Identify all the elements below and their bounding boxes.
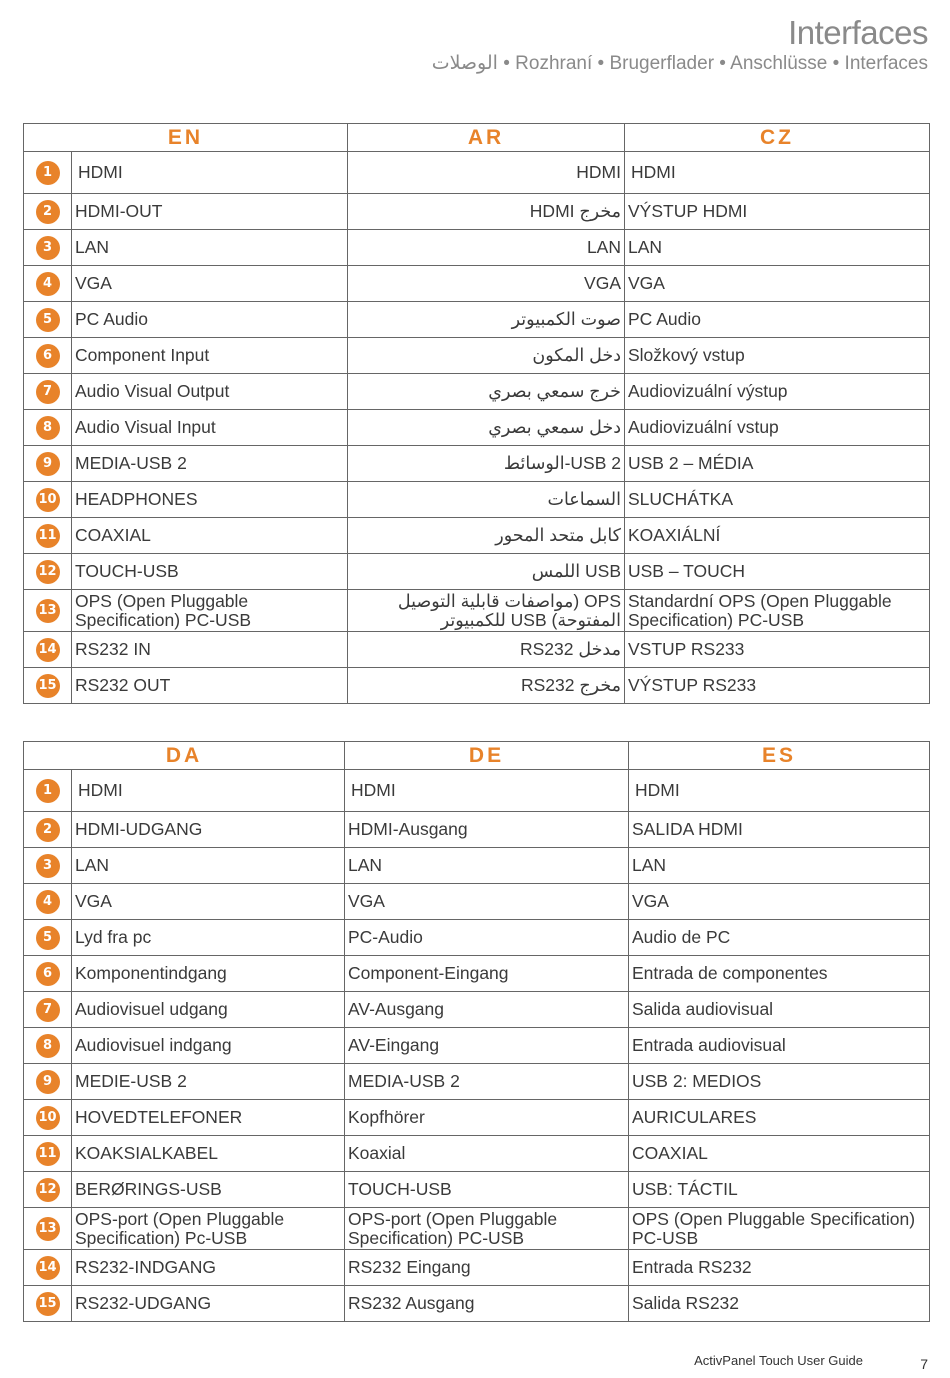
table-cell: Component-Eingang (345, 956, 629, 992)
table-cell: خرج سمعي بصري (348, 374, 625, 410)
table-cell: VGA (629, 884, 930, 920)
table-cell: AV-Ausgang (345, 992, 629, 1028)
row-number-badge: 15 (36, 1292, 60, 1316)
table-cell: VGA (72, 884, 345, 920)
row-number-badge: 13 (36, 599, 60, 623)
table-cell: كابل متحد المحور (348, 518, 625, 554)
row-number-badge: 9 (36, 452, 60, 476)
table-cell: AV-Eingang (345, 1028, 629, 1064)
table-row (24, 410, 930, 446)
row-number-badge: 7 (36, 380, 60, 404)
row-number-cell (24, 410, 72, 446)
row-number-badge: 1 (36, 161, 60, 185)
row-number-cell (24, 1064, 72, 1100)
table-cell: HOVEDTELEFONER (72, 1100, 345, 1136)
table-cell: Komponentindgang (72, 956, 345, 992)
table-row (24, 992, 930, 1028)
row-number-cell (24, 668, 72, 704)
table-row (24, 1172, 930, 1208)
table-row (24, 1136, 930, 1172)
table-cell: LAN (72, 230, 348, 266)
row-number-badge: 5 (36, 926, 60, 950)
row-number-badge: 2 (36, 818, 60, 842)
table-cell: OPS-port (Open Pluggable Specification) Pc-USB (72, 1208, 345, 1250)
column-header-ar: AR (348, 124, 625, 152)
table-cell: Entrada de componentes (629, 956, 930, 992)
table-cell: HDMI (72, 770, 345, 812)
row-number-cell (24, 1208, 72, 1250)
row-number-cell (24, 884, 72, 920)
table-cell: OPS (مواصفات قابلية التوصيل المفتوحة) USB للكمبيوتر (348, 590, 625, 632)
table-row (24, 302, 930, 338)
table-cell: HDMI (348, 152, 625, 194)
footer-guide-title: ActivPanel Touch User Guide (694, 1353, 863, 1368)
table-row (24, 1250, 930, 1286)
table-cell: PC Audio (625, 302, 930, 338)
row-number-badge: 8 (36, 416, 60, 440)
row-number-badge: 3 (36, 236, 60, 260)
table-cell: MEDIE-USB 2 (72, 1064, 345, 1100)
column-header-en: EN (24, 124, 348, 152)
table-cell: HDMI-OUT (72, 194, 348, 230)
table-cell: Audio de PC (629, 920, 930, 956)
table-row (24, 554, 930, 590)
row-number-cell (24, 518, 72, 554)
table-cell: مدخل RS232 (348, 632, 625, 668)
table-body (24, 770, 930, 1322)
table-cell: COAXIAL (629, 1136, 930, 1172)
row-number-cell (24, 920, 72, 956)
table-cell: COAXIAL (72, 518, 348, 554)
table-cell: HDMI-Ausgang (345, 812, 629, 848)
table-cell: RS232-UDGANG (72, 1286, 345, 1322)
row-number-cell (24, 266, 72, 302)
row-number-cell (24, 230, 72, 266)
table-cell: VGA (72, 266, 348, 302)
table-cell: Audiovisuel udgang (72, 992, 345, 1028)
row-number-cell (24, 1028, 72, 1064)
table-cell: PC Audio (72, 302, 348, 338)
table-row (24, 482, 930, 518)
table-cell: LAN (345, 848, 629, 884)
column-header-es: ES (629, 742, 930, 770)
row-number-cell (24, 482, 72, 518)
table-cell: HDMI (625, 152, 930, 194)
table-cell: دخل المكون (348, 338, 625, 374)
table-cell: KOAXIÁLNÍ (625, 518, 930, 554)
interfaces-table-en-ar-cz (23, 123, 930, 704)
row-number-cell (24, 590, 72, 632)
table-row (24, 1064, 930, 1100)
row-number-cell (24, 770, 72, 812)
table-cell: TOUCH-USB (72, 554, 348, 590)
table-cell: VSTUP RS233 (625, 632, 930, 668)
table-cell: LAN (72, 848, 345, 884)
row-number-badge: 11 (36, 1142, 60, 1166)
table-cell: VGA (345, 884, 629, 920)
column-header-cz: CZ (625, 124, 930, 152)
table-cell: OPS-port (Open Pluggable Specification) PC-USB (345, 1208, 629, 1250)
table-row (24, 590, 930, 632)
row-number-badge: 7 (36, 998, 60, 1022)
row-number-badge: 10 (36, 488, 60, 512)
table-row (24, 518, 930, 554)
row-number-badge: 6 (36, 962, 60, 986)
table-row (24, 230, 930, 266)
table-cell: RS232 IN (72, 632, 348, 668)
table-cell: OPS (Open Pluggable Specification) PC-USB (629, 1208, 930, 1250)
table-cell: Entrada RS232 (629, 1250, 930, 1286)
row-number-cell (24, 956, 72, 992)
row-number-badge: 6 (36, 344, 60, 368)
table-cell: Audio Visual Input (72, 410, 348, 446)
table-cell: Koaxial (345, 1136, 629, 1172)
interfaces-table-da-de-es (23, 741, 930, 1322)
row-number-cell (24, 302, 72, 338)
table-cell: LAN (625, 230, 930, 266)
row-number-cell (24, 554, 72, 590)
table-row (24, 374, 930, 410)
page-subtitle: الوصلات • Rozhraní • Brugerflader • Anschlüsse • Interfaces (431, 53, 928, 74)
row-number-cell (24, 1136, 72, 1172)
table-cell: OPS (Open Pluggable Specification) PC-USB (72, 590, 348, 632)
table-cell: SLUCHÁTKA (625, 482, 930, 518)
row-number-badge: 13 (36, 1217, 60, 1241)
table-cell: Složkový vstup (625, 338, 930, 374)
table-cell: دخل سمعي بصري (348, 410, 625, 446)
row-number-cell (24, 992, 72, 1028)
table-cell: RS232-INDGANG (72, 1250, 345, 1286)
table-row (24, 770, 930, 812)
table-row (24, 266, 930, 302)
table-body (24, 152, 930, 704)
table-row (24, 812, 930, 848)
row-number-badge: 10 (36, 1106, 60, 1130)
table-cell: Audiovizuální výstup (625, 374, 930, 410)
table-row (24, 668, 930, 704)
row-number-badge: 1 (36, 779, 60, 803)
table-cell: KOAKSIALKABEL (72, 1136, 345, 1172)
table-cell: مخرج HDMI (348, 194, 625, 230)
row-number-badge: 14 (36, 638, 60, 662)
table-cell: LAN (629, 848, 930, 884)
table-cell: BERØRINGS-USB (72, 1172, 345, 1208)
table-cell: VÝSTUP HDMI (625, 194, 930, 230)
row-number-cell (24, 446, 72, 482)
row-number-badge: 4 (36, 890, 60, 914)
row-number-cell (24, 338, 72, 374)
table-cell: VGA (625, 266, 930, 302)
column-header-da: DA (24, 742, 345, 770)
table-cell: USB: TÁCTIL (629, 1172, 930, 1208)
row-number-badge: 4 (36, 272, 60, 296)
table-row (24, 1100, 930, 1136)
row-number-cell (24, 1286, 72, 1322)
row-number-cell (24, 632, 72, 668)
row-number-badge: 14 (36, 1256, 60, 1280)
table-cell: PC-Audio (345, 920, 629, 956)
table-cell: Audio Visual Output (72, 374, 348, 410)
table-cell: USB – TOUCH (625, 554, 930, 590)
page-number: 7 (920, 1356, 928, 1372)
table-cell: RS232 OUT (72, 668, 348, 704)
table-cell: Lyd fra pc (72, 920, 345, 956)
row-number-cell (24, 152, 72, 194)
row-number-badge: 8 (36, 1034, 60, 1058)
table-cell: Kopfhörer (345, 1100, 629, 1136)
table-row (24, 338, 930, 374)
row-number-badge: 12 (36, 560, 60, 584)
table-row (24, 956, 930, 992)
table-row (24, 1028, 930, 1064)
table-cell: USB 2-الوسائط (348, 446, 625, 482)
row-number-badge: 12 (36, 1178, 60, 1202)
table-cell: HDMI (345, 770, 629, 812)
table-cell: صوت الكمبيوتر (348, 302, 625, 338)
row-number-cell (24, 1172, 72, 1208)
table-cell: SALIDA HDMI (629, 812, 930, 848)
table-cell: LAN (348, 230, 625, 266)
table-cell: USB 2: MEDIOS (629, 1064, 930, 1100)
table-cell: MEDIA-USB 2 (345, 1064, 629, 1100)
table-cell: VÝSTUP RS233 (625, 668, 930, 704)
table-cell: TOUCH-USB (345, 1172, 629, 1208)
column-header-de: DE (345, 742, 629, 770)
table-cell: RS232 Ausgang (345, 1286, 629, 1322)
row-number-badge: 15 (36, 674, 60, 698)
row-number-cell (24, 374, 72, 410)
table-cell: RS232 Eingang (345, 1250, 629, 1286)
table-cell: مخرج RS232 (348, 668, 625, 704)
table-cell: السماعات (348, 482, 625, 518)
table-cell: AURICULARES (629, 1100, 930, 1136)
table-row (24, 1286, 930, 1322)
table-cell: HDMI (629, 770, 930, 812)
table-cell: Salida RS232 (629, 1286, 930, 1322)
row-number-cell (24, 1100, 72, 1136)
table-row (24, 194, 930, 230)
table-cell: HDMI (72, 152, 348, 194)
table-cell: USB 2 – MÉDIA (625, 446, 930, 482)
table-cell: VGA (348, 266, 625, 302)
table-row (24, 632, 930, 668)
table-row (24, 446, 930, 482)
table-row (24, 152, 930, 194)
row-number-cell (24, 848, 72, 884)
row-number-badge: 3 (36, 854, 60, 878)
table-row (24, 1208, 930, 1250)
table-cell: Audiovisuel indgang (72, 1028, 345, 1064)
row-number-badge: 11 (36, 524, 60, 548)
table-cell: HDMI-UDGANG (72, 812, 345, 848)
row-number-cell (24, 812, 72, 848)
page-title: Interfaces (788, 14, 928, 51)
table-cell: MEDIA-USB 2 (72, 446, 348, 482)
table-cell: Audiovizuální vstup (625, 410, 930, 446)
row-number-cell (24, 194, 72, 230)
table-cell: Entrada audiovisual (629, 1028, 930, 1064)
table-cell: Salida audiovisual (629, 992, 930, 1028)
row-number-cell (24, 1250, 72, 1286)
table-row (24, 848, 930, 884)
row-number-badge: 2 (36, 200, 60, 224)
row-number-badge: 9 (36, 1070, 60, 1094)
table-cell: Component Input (72, 338, 348, 374)
table-row (24, 920, 930, 956)
table-row (24, 884, 930, 920)
table-cell: USB اللمس (348, 554, 625, 590)
row-number-badge: 5 (36, 308, 60, 332)
table-cell: Standardní OPS (Open Pluggable Specification) PC-USB (625, 590, 930, 632)
table-cell: HEADPHONES (72, 482, 348, 518)
